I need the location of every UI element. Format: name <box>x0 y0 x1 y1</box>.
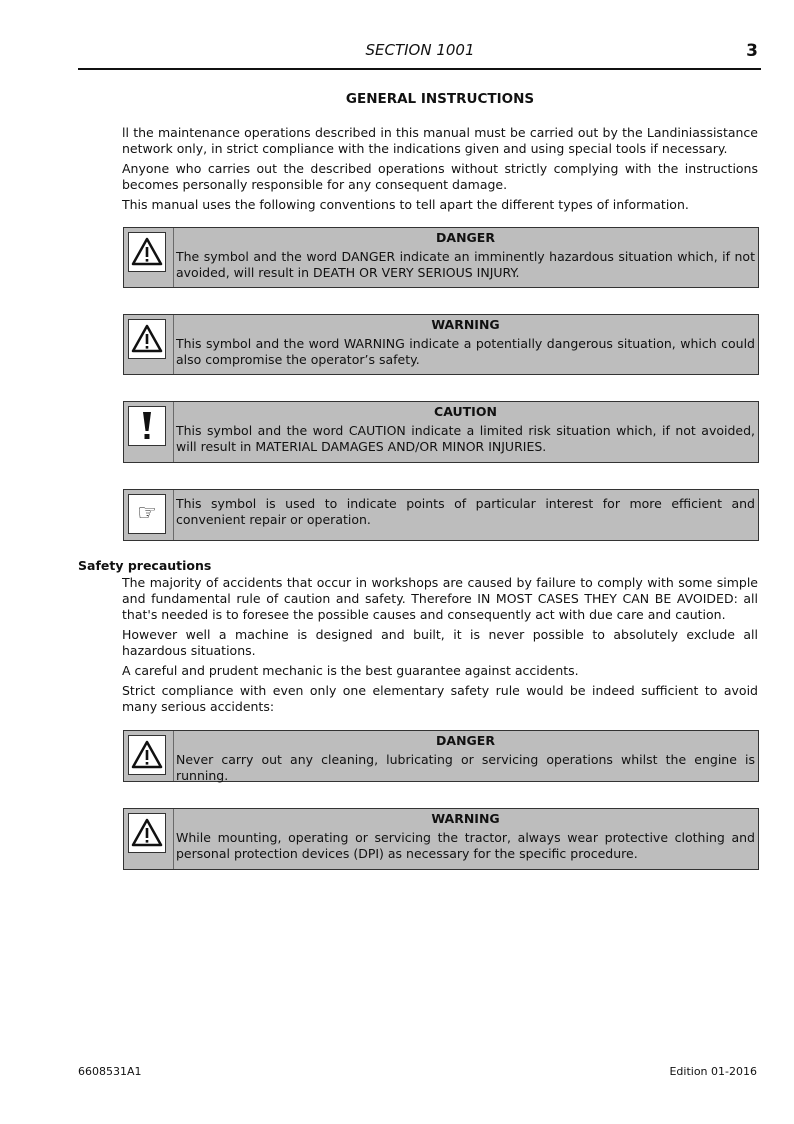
document-code: 6608531A1 <box>78 1065 142 1078</box>
notice-text: Never carry out any cleaning, lubricating or servicing operations whilst the engine is running. <box>176 752 755 783</box>
warning-triangle-icon <box>128 735 166 775</box>
intro-paragraph: This manual uses the following conventions to tell apart the different types of information. <box>122 197 689 212</box>
exclamation-icon <box>128 406 166 446</box>
warning-triangle-icon <box>128 813 166 853</box>
notice-text: This symbol is used to indicate points of particular interest for more efficient and convenient repair or operation. <box>176 496 755 527</box>
intro-text <box>122 125 758 217</box>
page-title: GENERAL INSTRUCTIONS <box>345 91 535 107</box>
note-notice <box>123 489 759 541</box>
safety-paragraph: A careful and prudent mechanic is the best guarantee against accidents. <box>122 663 579 678</box>
safety-paragraph: However well a machine is designed and built, it is never possible to absolutely exclude all hazardous situations. <box>122 627 758 658</box>
safety-warning-notice <box>123 808 759 870</box>
notice-text: This symbol and the word CAUTION indicate a limited risk situation which, if not avoided, will result in MATERIAL DAMAGES AND/OR MINOR INJURIES. <box>176 423 755 454</box>
intro-paragraph: Anyone who carries out the described operations without strictly complying with the instructions becomes personally responsible for any consequent damage. <box>122 161 758 192</box>
header-divider <box>78 68 761 70</box>
safety-precautions-title: Safety precautions <box>78 558 212 573</box>
notice-text: This symbol and the word WARNING indicate a potentially dangerous situation, which could also compromise the operator’s safety. <box>176 336 755 367</box>
notice-heading: DANGER <box>436 230 495 245</box>
caution-notice <box>123 401 759 463</box>
warning-triangle-icon <box>128 232 166 272</box>
page-number: 3 <box>746 41 758 61</box>
notice-heading: WARNING <box>431 811 500 826</box>
safety-danger-notice <box>123 730 759 782</box>
safety-text <box>122 575 758 719</box>
warning-notice <box>123 314 759 375</box>
notice-heading: DANGER <box>436 733 495 748</box>
safety-paragraph: The majority of accidents that occur in workshops are caused by failure to comply with some simple and fundamental rule of caution and safety. Therefore IN MOST CASES THEY CAN BE AVOIDED: all that's needed is to foresee the possible causes and consequently act with due care and caution. <box>122 575 758 622</box>
notice-heading: WARNING <box>431 317 500 332</box>
section-header: SECTION 1001 <box>365 41 475 59</box>
danger-notice <box>123 227 759 288</box>
notice-text: While mounting, operating or servicing the tractor, always wear protective clothing and personal protection devices (DPI) as necessary for the specific procedure. <box>176 830 755 861</box>
notice-heading: CAUTION <box>434 404 497 419</box>
warning-triangle-icon <box>128 319 166 359</box>
edition-label: Edition 01-2016 <box>669 1065 757 1078</box>
intro-paragraph: ll the maintenance operations described in this manual must be carried out by the Landiniassistance network only, in strict compliance with the indications given and using special tools if necessary. <box>122 125 758 156</box>
notice-text: The symbol and the word DANGER indicate an imminently hazardous situation which, if not avoided, will result in DEATH OR VERY SERIOUS INJURY. <box>176 249 755 280</box>
safety-paragraph: Strict compliance with even only one elementary safety rule would be indeed sufficient to avoid many serious accidents: <box>122 683 758 714</box>
pointing-hand-icon: ☞ <box>128 494 166 534</box>
